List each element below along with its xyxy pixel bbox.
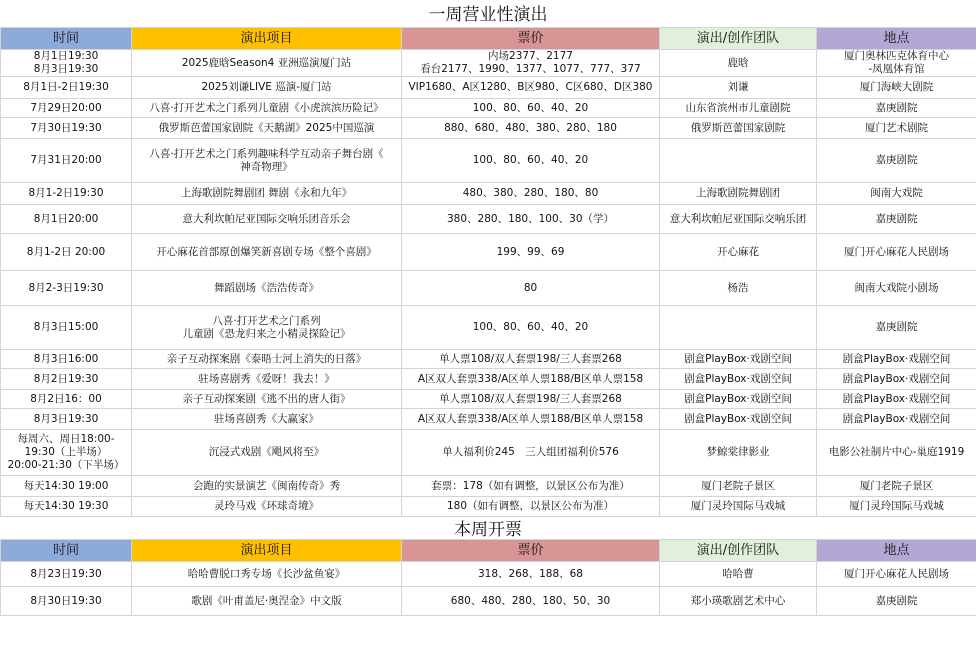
- team-cell: 鹿晗: [660, 50, 817, 77]
- price-cell: 单人票108/双人套票198/三人套票268: [402, 350, 660, 369]
- venue-cell: 厦门开心麻花人民剧场: [817, 562, 976, 587]
- venue-cell: 厦门奥林匹克体育中心 -凤凰体育馆: [817, 50, 976, 77]
- team-cell: 俄罗斯芭蕾国家剧院: [660, 118, 817, 139]
- price-cell: 199、99、69: [402, 234, 660, 271]
- column-header: 票价: [402, 540, 660, 562]
- price-cell: A区双人套票338/A区单人票188/B区单人票158: [402, 409, 660, 430]
- time-cell: 8月3日15:00: [1, 306, 132, 350]
- table-row: [1, 99, 976, 118]
- table-row: [1, 369, 976, 390]
- price-cell: 318、268、188、68: [402, 562, 660, 587]
- time-cell: 7月31日20:00: [1, 139, 132, 183]
- time-cell: 8月3日19:30: [1, 409, 132, 430]
- time-cell: 每周六、周日18:00- 19:30（上半场） 20:00-21:30（下半场）: [1, 430, 132, 476]
- show-cell: 八喜·打开艺术之门系列趣味科学互动亲子舞台剧《 神奇物理》: [132, 139, 402, 183]
- table-row: [1, 562, 976, 587]
- show-cell: 上海歌剧院舞剧团 舞剧《永和九年》: [132, 183, 402, 205]
- time-cell: 每天14:30 19:00: [1, 476, 132, 497]
- team-cell: 厦门老院子景区: [660, 476, 817, 497]
- venue-cell: 嘉庚剧院: [817, 139, 976, 183]
- column-header: 地点: [817, 28, 976, 50]
- column-header: 演出/创作团队: [660, 28, 817, 50]
- column-header: 演出项目: [132, 28, 402, 50]
- team-cell: 上海歌剧院舞剧团: [660, 183, 817, 205]
- price-cell: 80: [402, 271, 660, 306]
- price-cell: A区双人套票338/A区单人票188/B区单人票158: [402, 369, 660, 390]
- table-row: [1, 234, 976, 271]
- table-row: [1, 390, 976, 409]
- time-cell: 8月1日-2日19:30: [1, 77, 132, 99]
- table-row: [1, 50, 976, 77]
- header-row: [1, 540, 976, 562]
- table-row: [1, 306, 976, 350]
- column-header: 地点: [817, 540, 976, 562]
- column-header: 票价: [402, 28, 660, 50]
- team-cell: 剧盒PlayBox·戏剧空间: [660, 409, 817, 430]
- time-cell: 8月1-2日 20:00: [1, 234, 132, 271]
- table-row: [1, 183, 976, 205]
- team-cell: 剧盒PlayBox·戏剧空间: [660, 369, 817, 390]
- time-cell: 8月2-3日19:30: [1, 271, 132, 306]
- team-cell: 开心麻花: [660, 234, 817, 271]
- price-cell: 100、80、60、40、20: [402, 139, 660, 183]
- team-cell: 杨浩: [660, 271, 817, 306]
- section-title-on-sale: 本周开票: [454, 520, 522, 540]
- team-cell: 厦门灵玲国际马戏城: [660, 497, 817, 517]
- table-row: [1, 271, 976, 306]
- team-cell: 剧盒PlayBox·戏剧空间: [660, 350, 817, 369]
- time-cell: 8月2日16：00: [1, 390, 132, 409]
- price-cell: 680、480、280、180、50、30: [402, 587, 660, 616]
- time-cell: 每天14:30 19:30: [1, 497, 132, 517]
- venue-cell: 剧盒PlayBox·戏剧空间: [817, 369, 976, 390]
- team-cell: [660, 139, 817, 183]
- column-header: 演出/创作团队: [660, 540, 817, 562]
- price-cell: VIP1680、A区1280、B区980、C区680、D区380: [402, 77, 660, 99]
- time-cell: 7月29日20:00: [1, 99, 132, 118]
- venue-cell: 电影公社制片中心-巢庭1919: [817, 430, 976, 476]
- show-cell: 哈哈曹脱口秀专场《长沙盆鱼宴》: [132, 562, 402, 587]
- price-cell: 100、80、60、40、20: [402, 99, 660, 118]
- table-row: [1, 205, 976, 234]
- time-cell: 8月1日20:00: [1, 205, 132, 234]
- venue-cell: 厦门老院子景区: [817, 476, 976, 497]
- show-cell: 灵玲马戏《环球奇境》: [132, 497, 402, 517]
- time-cell: 8月1-2日19:30: [1, 183, 132, 205]
- price-cell: 100、80、60、40、20: [402, 306, 660, 350]
- show-cell: 俄罗斯芭蕾国家剧院《天鹅湖》2025中国巡演: [132, 118, 402, 139]
- price-cell: 480、380、280、180、80: [402, 183, 660, 205]
- team-cell: 梦鲸棠律影业: [660, 430, 817, 476]
- weekly-shows-table: [0, 27, 976, 517]
- table-row: [1, 476, 976, 497]
- show-cell: 沉浸式戏剧《飓风将至》: [132, 430, 402, 476]
- column-header: 时间: [1, 28, 132, 50]
- price-cell: 套票：178（如有调整，以景区公布为准）: [402, 476, 660, 497]
- column-header: 时间: [1, 540, 132, 562]
- venue-cell: 厦门海峡大剧院: [817, 77, 976, 99]
- time-cell: 8月3日16:00: [1, 350, 132, 369]
- show-cell: 开心麻花首部原创爆笑新喜剧专场《整个喜剧》: [132, 234, 402, 271]
- venue-cell: 剧盒PlayBox·戏剧空间: [817, 390, 976, 409]
- team-cell: 哈哈曹: [660, 562, 817, 587]
- show-cell: 亲子互动探案剧《泰晤士河上消失的日落》: [132, 350, 402, 369]
- venue-cell: 闽南大戏院小剧场: [817, 271, 976, 306]
- venue-cell: 厦门艺术剧院: [817, 118, 976, 139]
- time-cell: 7月30日19:30: [1, 118, 132, 139]
- team-cell: [660, 306, 817, 350]
- show-cell: 八喜·打开艺术之门系列儿童剧《小虎滨滨历险记》: [132, 99, 402, 118]
- time-cell: 8月23日19:30: [1, 562, 132, 587]
- show-cell: 舞蹈剧场《浩浩传奇》: [132, 271, 402, 306]
- team-cell: 山东省滨州市儿童剧院: [660, 99, 817, 118]
- time-cell: 8月1日19:30 8月3日19:30: [1, 50, 132, 77]
- team-cell: 刘谦: [660, 77, 817, 99]
- table-row: [1, 587, 976, 616]
- table-row: [1, 497, 976, 517]
- team-cell: 郑小瑛歌剧艺术中心: [660, 587, 817, 616]
- venue-cell: 剧盒PlayBox·戏剧空间: [817, 350, 976, 369]
- venue-cell: 嘉庚剧院: [817, 306, 976, 350]
- table-row: [1, 77, 976, 99]
- show-cell: 2025刘谦LIVE 巡演-厦门站: [132, 77, 402, 99]
- table-row: [1, 409, 976, 430]
- time-cell: 8月2日19:30: [1, 369, 132, 390]
- show-cell: 八喜·打开艺术之门系列 儿童剧《恐龙归来之小精灵探险记》: [132, 306, 402, 350]
- column-header: 演出项目: [132, 540, 402, 562]
- table-row: [1, 430, 976, 476]
- venue-cell: 剧盒PlayBox·戏剧空间: [817, 409, 976, 430]
- show-cell: 亲子互动探案剧《逃不出的唐人街》: [132, 390, 402, 409]
- show-cell: 会跑的实景演艺《闽南传奇》秀: [132, 476, 402, 497]
- venue-cell: 闽南大戏院: [817, 183, 976, 205]
- table-row: [1, 118, 976, 139]
- venue-cell: 厦门开心麻花人民剧场: [817, 234, 976, 271]
- price-cell: 内场2377、2177 看台2177、1990、1377、1077、777、377: [402, 50, 660, 77]
- show-cell: 驻场喜剧秀《大赢家》: [132, 409, 402, 430]
- price-cell: 单人福利价245 三人组团福利价576: [402, 430, 660, 476]
- table-row: [1, 350, 976, 369]
- section-title-weekly-shows: 一周营业性演出: [428, 5, 548, 25]
- show-cell: 歌剧《叶甫盖尼·奥涅金》中文版: [132, 587, 402, 616]
- on-sale-table: [0, 539, 976, 616]
- venue-cell: 嘉庚剧院: [817, 99, 976, 118]
- venue-cell: 嘉庚剧院: [817, 205, 976, 234]
- show-cell: 驻场喜剧秀《爱呀！我去！》: [132, 369, 402, 390]
- venue-cell: 厦门灵玲国际马戏城: [817, 497, 976, 517]
- team-cell: 意大利坎帕尼亚国际交响乐团: [660, 205, 817, 234]
- show-cell: 2025鹿晗Season4 亚洲巡演厦门站: [132, 50, 402, 77]
- price-cell: 880、680、480、380、280、180: [402, 118, 660, 139]
- table-row: [1, 139, 976, 183]
- price-cell: 380、280、180、100、30（学）: [402, 205, 660, 234]
- time-cell: 8月30日19:30: [1, 587, 132, 616]
- price-cell: 180（如有调整，以景区公布为准）: [402, 497, 660, 517]
- venue-cell: 嘉庚剧院: [817, 587, 976, 616]
- header-row: [1, 28, 976, 50]
- show-cell: 意大利坎帕尼亚国际交响乐团音乐会: [132, 205, 402, 234]
- price-cell: 单人票108/双人套票198/三人套票268: [402, 390, 660, 409]
- team-cell: 剧盒PlayBox·戏剧空间: [660, 390, 817, 409]
